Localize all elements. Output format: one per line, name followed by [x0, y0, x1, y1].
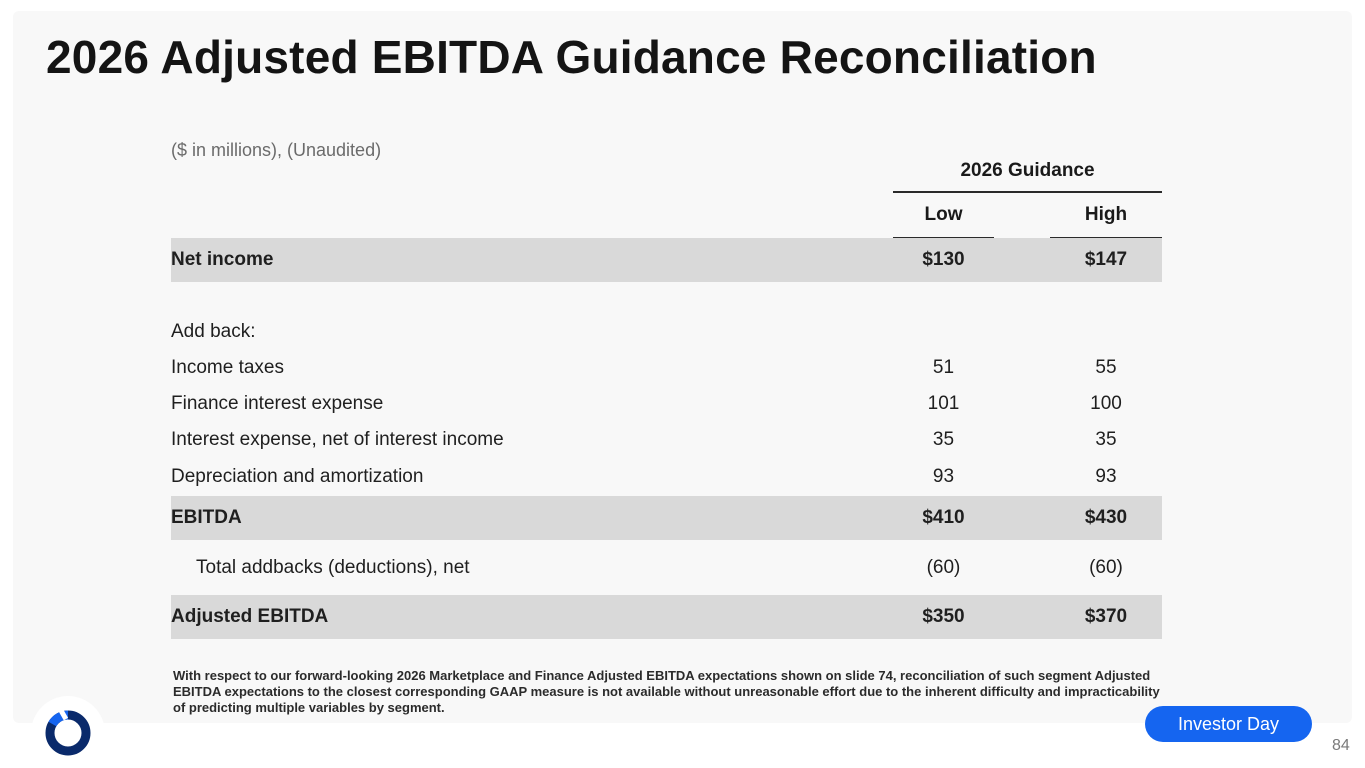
row-net-income [171, 238, 1162, 282]
page-number: 84 [1332, 737, 1350, 754]
row-value-high: (60) [1089, 556, 1123, 578]
row-label: Income taxes [171, 357, 284, 378]
brand-ring-icon [44, 709, 92, 757]
row-label: Finance interest expense [171, 393, 384, 414]
row-value-high: $370 [1084, 606, 1128, 627]
row-value-low: 51 [932, 357, 955, 378]
row-label: Depreciation and amortization [171, 466, 424, 487]
row-value-low: (60) [926, 556, 961, 578]
column-header-high: High [1084, 204, 1128, 225]
row-depreciation-amortization [171, 458, 1162, 496]
row-income-taxes [171, 350, 1162, 386]
row-value-high: 35 [1095, 429, 1117, 450]
row-label: Net income [171, 249, 274, 270]
row-label: Adjusted EBITDA [171, 606, 329, 627]
row-value-high: 55 [1095, 357, 1117, 378]
row-ebitda [171, 496, 1162, 540]
table-subtitle: ($ in millions), (Unaudited) [171, 140, 382, 160]
row-total-addbacks [171, 540, 1162, 595]
row-adjusted-ebitda [171, 595, 1162, 639]
guidance-group-header: 2026 Guidance [960, 160, 1095, 181]
row-add-back [171, 314, 1162, 350]
row-value-low: $350 [922, 606, 965, 627]
footnote: With respect to our forward-looking 2026 Marketplace and Finance Adjusted EBITDA expectations shown on slide 74, reconciliation of such segment Adjusted EBITDA expectations to the closest corresponding GAAP measure is not available without unreasonable effort due to the inherent difficulty and impracticability of predicting multiple variables by segment. [173, 668, 1160, 715]
row-interest-expense [171, 422, 1162, 458]
row-value-low: 93 [932, 466, 955, 487]
row-label: EBITDA [171, 507, 242, 528]
page-title: 2026 Adjusted EBITDA Guidance Reconciliation [46, 31, 1097, 83]
column-header-low: Low [924, 204, 963, 225]
row-value-high: 100 [1090, 393, 1122, 414]
row-value-high: $430 [1084, 507, 1128, 528]
row-finance-interest-expense [171, 386, 1162, 422]
row-value-low: 35 [932, 429, 955, 450]
investor-day-badge: Investor Day [1145, 706, 1312, 742]
row-label: Interest expense, net of interest income [171, 429, 504, 450]
group-header-rule [893, 191, 1162, 193]
row-label: Add back: [171, 321, 256, 342]
row-value-low: $130 [922, 249, 965, 270]
row-value-high: $147 [1084, 249, 1128, 270]
brand-logo [31, 696, 105, 768]
row-value-low: $410 [922, 507, 965, 528]
row-value-low: 101 [927, 393, 960, 414]
row-label: Total addbacks (deductions), net [196, 556, 470, 578]
row-value-high: 93 [1095, 466, 1117, 487]
